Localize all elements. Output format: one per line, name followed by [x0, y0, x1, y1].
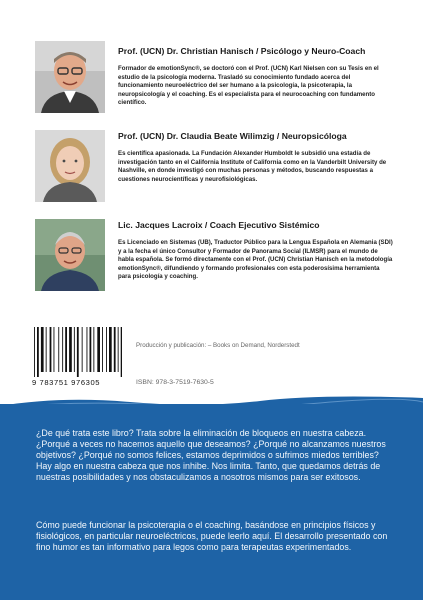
- blurb-paragraph: ¿De qué trata este libro? Trata sobre la eliminación de bloqueos en nuestra cabeza. ¿Porqué a veces no hacemos aquello que deseamos? ¿Porqué no alcanzamos nuestros objetivos? ¿Porqué no somos felices, estamos deprimidos o sufrimos miedos terribles? Hay algo en nuestra cabeza que nos inhibe. Nos limita. Tanto, que quedamos detrás de nuestras posibilidades y nos obstaculizamos a nosotros mismos para ser exitosos.: [36, 428, 386, 482]
- author-photo: [35, 219, 105, 291]
- portrait-man-grey-hair-icon: [35, 219, 105, 291]
- barcode-bars-icon: [32, 327, 122, 377]
- author-bio: Es científica apasionada. La Fundación Alexander Humboldt le subsidió una estadía de investigación tanto en el California Institute of California como en la Vanderbilt University de Nashville, en donde investigó con muchas personas y métodos, buscando respuestas a cuestiones neurocientíficas y neurofisiológicas.: [118, 150, 387, 183]
- portrait-man-glasses-icon: [35, 41, 105, 113]
- author-photo: [35, 130, 105, 202]
- author-title: Lic. Jacques Lacroix / Coach Ejecutivo Sistémico: [118, 220, 320, 230]
- author-title: Prof. (UCN) Dr. Christian Hanisch / Psicólogo y Neuro-Coach: [118, 46, 366, 56]
- author-photo: [35, 41, 105, 113]
- author-bio: Formador de emotionSync®, se doctoró con el Prof. (UCN) Karl Nielsen con su Tesis en el estudio de la psicología moderna. Trasladó su conocimiento fundado acerca del funcionamiento neuroeléctrico del ser humano a la psicología, la psicoterapia, la neuropsicología y el coaching. Es el especialista para el neurocoaching con fundamento científico.: [118, 65, 379, 107]
- portrait-woman-icon: [35, 130, 105, 202]
- publisher-line: Producción y publicación: – Books on Demand, Norderstedt: [136, 342, 300, 349]
- barcode-digits: 9 783751 976305: [32, 378, 101, 387]
- author-bio: Es Licenciado en Sistemas (UB), Traductor Público para la Lengua Española en Alemania (SDI) y a la fecha el único Consultor y Formador de Panorama Social (ILMSR) para el mundo de habla española. Se formó directamente con el Prof. (UCN) Christian Hanisch en la metodología emotionSync®, difundiendo y formando profesionales con esta poderosísima herramienta para psicología y coaching.: [118, 239, 393, 281]
- isbn-number: ISBN: 978-3-7519-7630-5: [136, 379, 214, 386]
- author-title: Prof. (UCN) Dr. Claudia Beate Wilimzig / Neuropsicóloga: [118, 131, 347, 141]
- blurb-paragraph: Cómo puede funcionar la psicoterapia o el coaching, basándose en principios físicos y fisiológicos, en particular neuroeléctricos, puede leerlo aquí. El desarrollo presentado con fino humor es tan informativo para legos como para terapeutas experimentados.: [36, 520, 388, 552]
